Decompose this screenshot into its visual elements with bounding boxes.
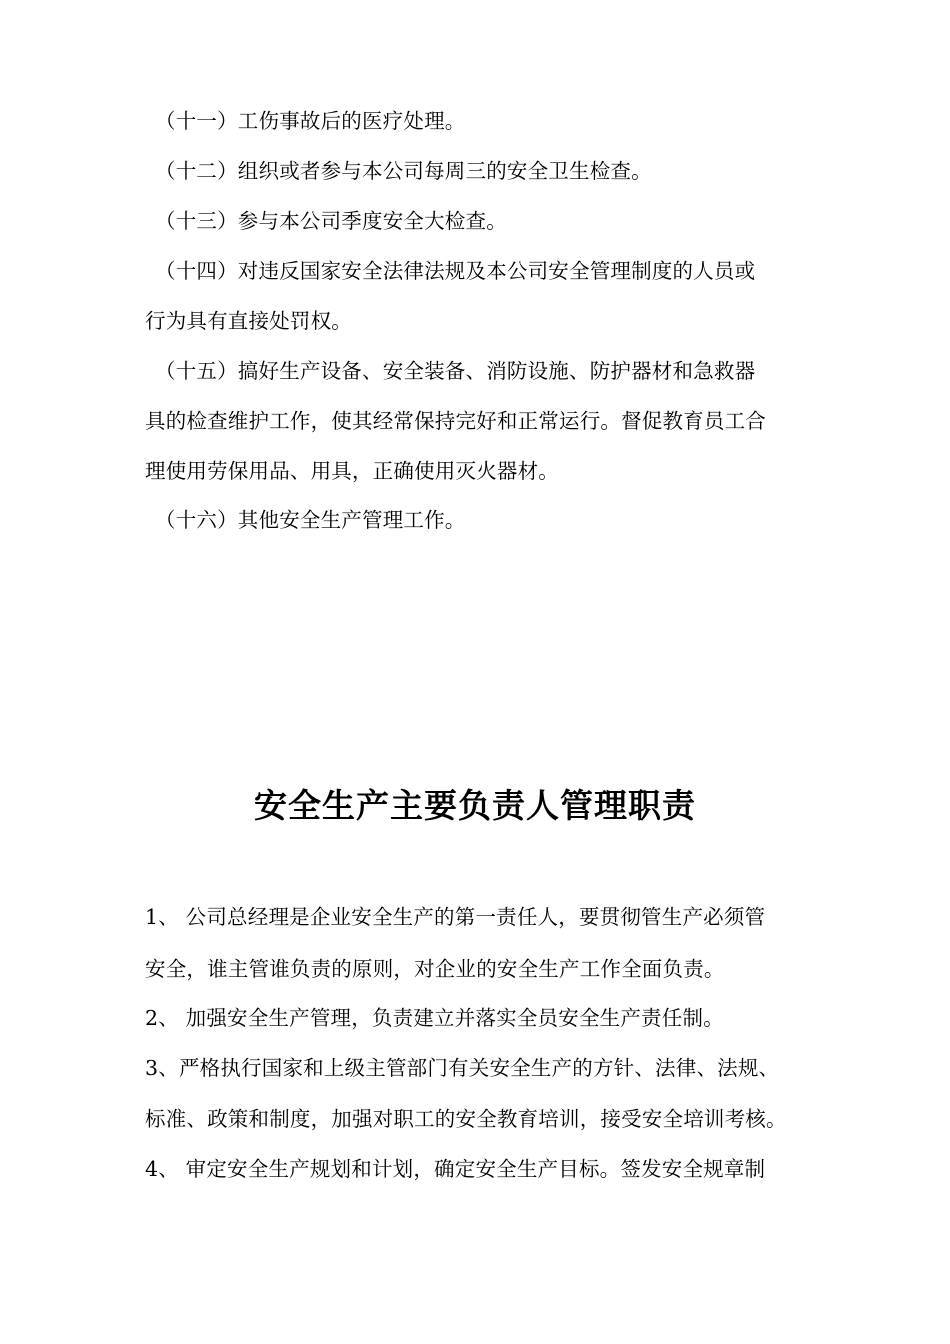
- list-item-14-continued: 行为具有直接处罚权。: [145, 309, 352, 333]
- section-title: 安全生产主要负责人管理职责: [254, 786, 696, 825]
- list-item-15-continued-1: 具的检查维护工作，使其经常保持完好和正常运行。督促教育员工合: [145, 409, 766, 433]
- duty-item-2: 2、 加强安全生产管理，负责建立并落实全员安全生产责任制。: [145, 1006, 724, 1030]
- list-item-11: （十一）工伤事故后的医疗处理。: [155, 109, 466, 133]
- duty-item-3-continued: 标准、政策和制度，加强对职工的安全教育培训，接受安全培训考核。: [145, 1107, 787, 1131]
- list-item-12: （十二）组织或者参与本公司每周三的安全卫生检查。: [155, 159, 652, 183]
- list-item-14: （十四）对违反国家安全法律法规及本公司安全管理制度的人员或: [155, 259, 756, 283]
- duty-item-3: 3、严格执行国家和上级主管部门有关安全生产的方针、法律、法规、: [145, 1056, 780, 1080]
- duty-item-1: 1、 公司总经理是企业安全生产的第一责任人，要贯彻管生产必须管: [145, 905, 766, 929]
- list-item-13: （十三）参与本公司季度安全大检查。: [155, 209, 507, 233]
- duty-item-1-continued: 安全，谁主管谁负责的原则，对企业的安全生产工作全面负责。: [145, 957, 725, 981]
- list-item-16: （十六）其他安全生产管理工作。: [155, 508, 466, 532]
- list-item-15-continued-2: 理使用劳保用品、用具，正确使用灭火器材。: [145, 459, 559, 483]
- duty-item-4: 4、 审定安全生产规划和计划，确定安全生产目标。签发安全规章制: [145, 1157, 766, 1181]
- list-item-15: （十五）搞好生产设备、安全装备、消防设施、防护器材和急救器: [155, 359, 756, 383]
